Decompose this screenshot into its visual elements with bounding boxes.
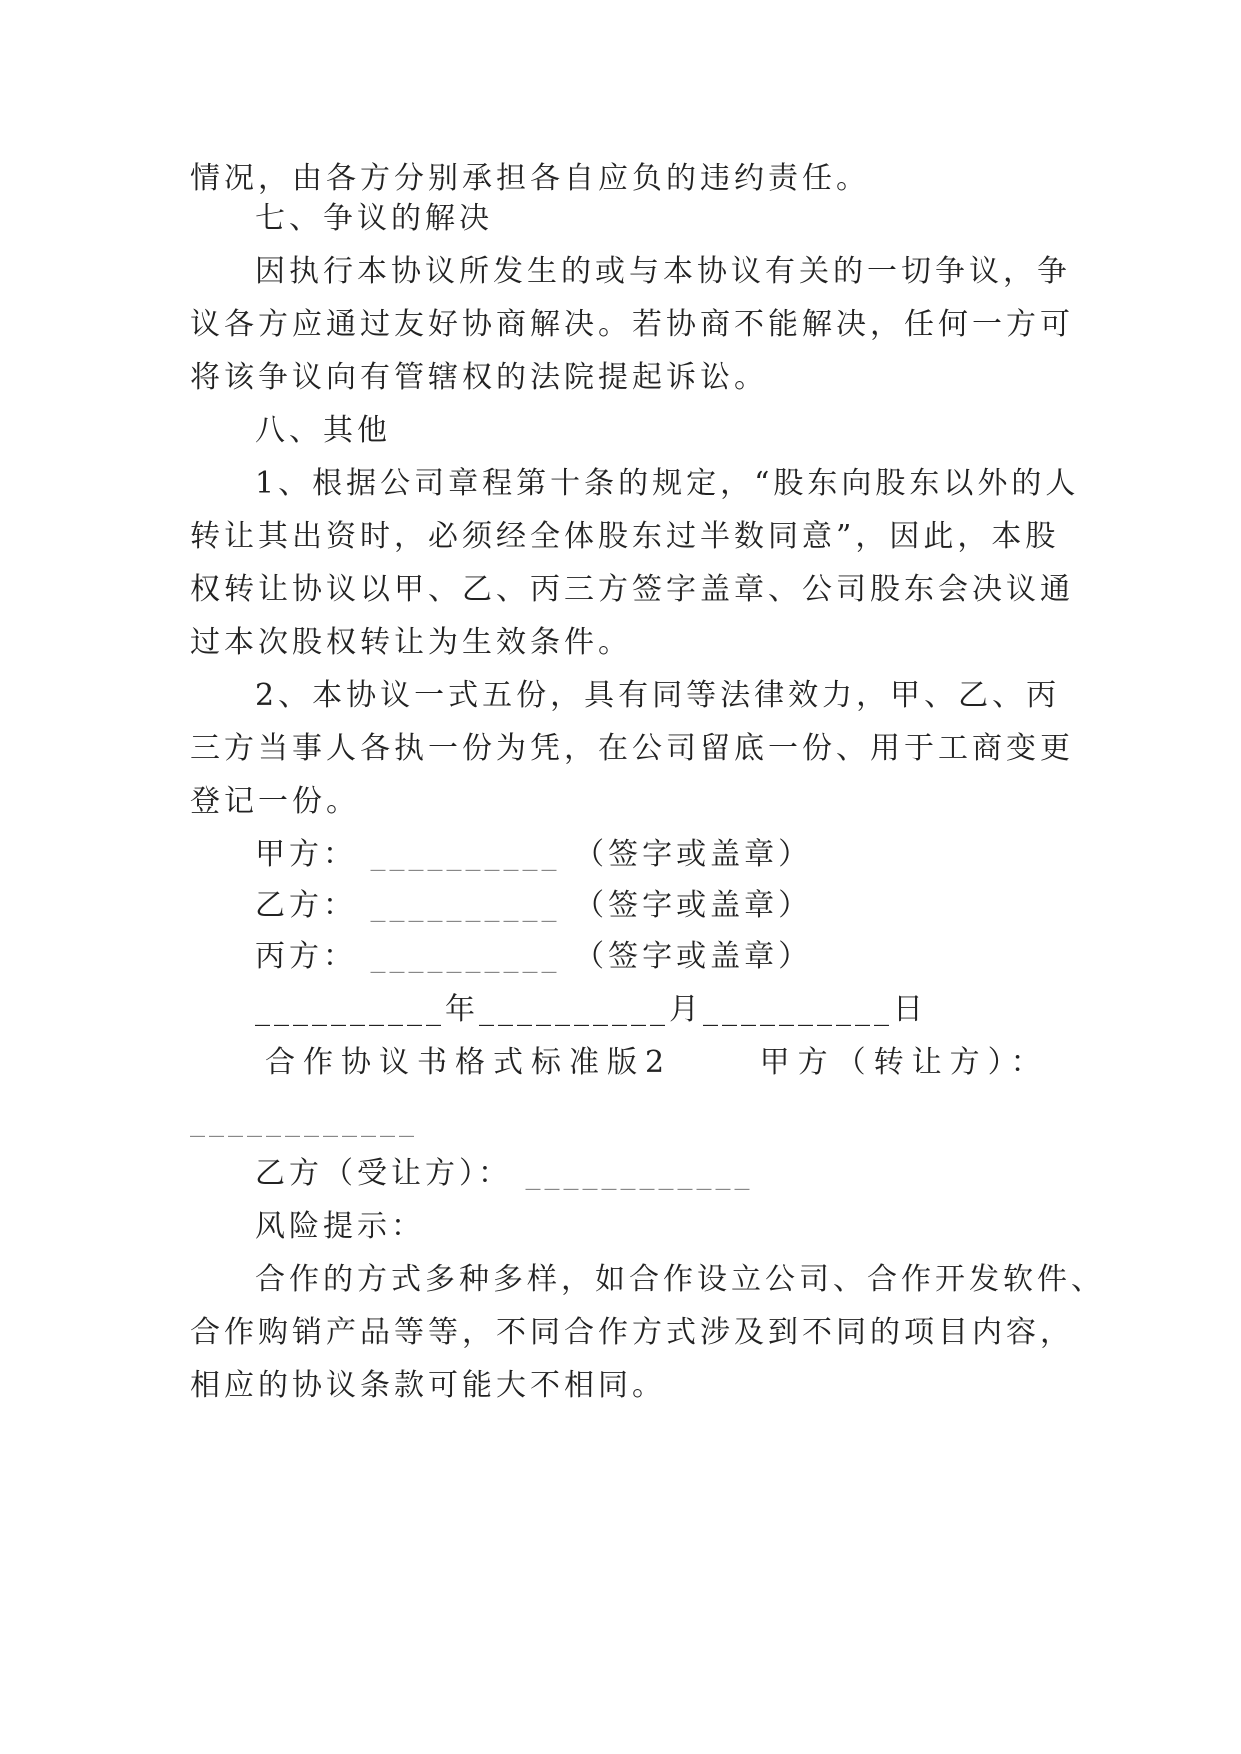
party-label: 丙方： <box>255 939 357 974</box>
signature-blank: __________ <box>370 837 561 872</box>
paragraph-line: 登记一份。 <box>190 784 360 819</box>
party-b-line <box>0 1145 1241 1203</box>
signature-note: （签字或盖章） <box>574 939 813 974</box>
party-b-blank: ____________ <box>525 1156 754 1191</box>
party-a-blank: ____________ <box>190 1103 418 1138</box>
section-heading: 八、其他 <box>255 413 391 448</box>
paragraph-line: 相应的协议条款可能大不相同。 <box>190 1368 666 1403</box>
paragraph-line: 三方当事人各执一份为凭，在公司留底一份、用于工商变更 <box>190 731 1074 766</box>
paragraph-line: 2、本协议一式五份，具有同等法律效力，甲、乙、丙 <box>255 678 1061 713</box>
title-line <box>0 1034 1241 1092</box>
party-label: 甲方： <box>255 837 357 872</box>
signature-blank: __________ <box>370 939 561 974</box>
paragraph-line: 过本次股权转让为生效条件。 <box>190 625 632 660</box>
paragraph-line: 议各方应通过友好协商解决。若协商不能解决，任何一方可 <box>190 307 1074 342</box>
date-line: __________年__________月__________日 <box>255 992 927 1027</box>
party-b-label: 乙方（受让方）： <box>255 1156 512 1191</box>
signature-line-party-a <box>0 826 1241 884</box>
risk-heading: 风险提示： <box>255 1209 425 1244</box>
paragraph-line: 合作购销产品等等，不同合作方式涉及到不同的项目内容， <box>190 1315 1074 1350</box>
signature-line-party-b <box>0 877 1241 935</box>
paragraph-line: 将该争议向有管辖权的法院提起诉讼。 <box>190 360 768 395</box>
party-label: 乙方： <box>255 888 357 923</box>
signature-line-party-c <box>0 928 1241 986</box>
paragraph-line: 合作的方式多种多样，如合作设立公司、合作开发软件、 <box>255 1262 1105 1297</box>
party-a-label: 甲方（转让方）： <box>759 1045 1049 1080</box>
paragraph-line: 情况，由各方分别承担各自应负的违约责任。 <box>190 161 870 196</box>
signature-note: （签字或盖章） <box>574 888 813 923</box>
party-a-blank-line <box>0 1092 1241 1150</box>
paragraph-line: 权转让协议以甲、乙、丙三方签字盖章、公司股东会决议通 <box>190 572 1074 607</box>
paragraph-line: 因执行本协议所发生的或与本协议有关的一切争议，争 <box>255 254 1071 289</box>
paragraph-line: 1、根据公司章程第十条的规定，“股东向股东以外的人 <box>255 466 1080 501</box>
signature-blank: __________ <box>370 888 561 923</box>
signature-note: （签字或盖章） <box>574 837 813 872</box>
paragraph-line: 转让其出资时，必须经全体股东过半数同意”，因此，本股 <box>190 519 1060 554</box>
document-title: 合作协议书格式标准版2 <box>265 1045 673 1080</box>
section-heading: 七、争议的解决 <box>255 201 493 236</box>
